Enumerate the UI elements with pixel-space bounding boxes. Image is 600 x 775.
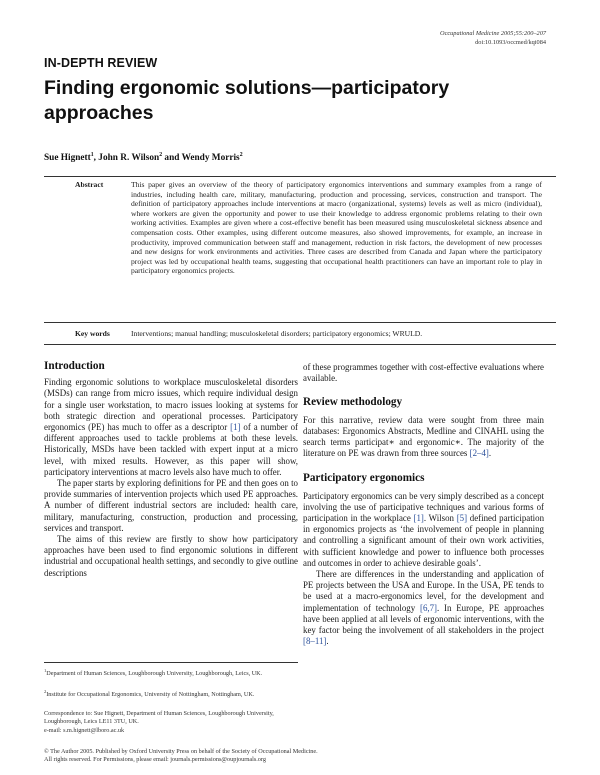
- author-3: and Wendy Morris: [162, 153, 240, 164]
- keywords-label: Key words: [75, 329, 110, 338]
- citation-link[interactable]: [8–11]: [303, 636, 327, 647]
- correspondence: Correspondence to: Sue Hignett, Department of Human Sciences, Loughborough University, Loughborough, Leics LE11 3TU, UK.: [44, 710, 274, 726]
- copyright-notice: [44, 748, 544, 764]
- journal-issue: Occupational Medicine 2005;55:200–207: [440, 30, 546, 37]
- author-line: [44, 152, 243, 163]
- pe-paragraph-2: There are differences in the understanding and application of PE projects between the USA and Europe. In the USA, PE tends to be used at a macro-ergonomics level, for the development and implementation of technology [6,7]. In Europe, PE approaches have been applied at all levels of ergonomic interventions, with the key factor being the involvement of all stakeholders in the project [8–11].: [303, 569, 544, 647]
- footnote-rule: [44, 662, 298, 663]
- footnote-affil-1: $^1$Department of Human Sciences, Loughborough University, Loughborough, Leics, UK.: [44, 668, 263, 678]
- footnote-affil-2: $^2$Institute for Occupational Ergonomics, University of Nottingham, Nottingham, UK.: [44, 689, 255, 699]
- citation-link[interactable]: [1]: [230, 422, 241, 433]
- participatory-ergonomics-heading: Participatory ergonomics: [303, 472, 425, 485]
- author-1: Sue Hignett: [44, 153, 91, 164]
- left-column: [44, 361, 298, 579]
- citation-link[interactable]: [1]: [413, 513, 424, 524]
- right-column: [303, 362, 544, 647]
- abstract-text: This paper gives an overview of the theory of participatory ergonomics interventions and summary examples from a range of industries, including health care, military, manufacturing, production and processing, services, construction and transport. The definition of participatory approaches include interventions at macro (organizational, systems) levels as well as micro (individual), where workers are given the opportunity and power to use their knowledge to address ergonomic problems relating to their own working activities. Examples are given where a cost-effective benefit has been measured using musculoskeletal sickness absence and compensation costs. Other examples, using different outcome measures, also showed improvements, for example, an increase in productivity, improved communication between staff and management, reduction in risk factors, the development of new processes and new designs for work environments and activities. Three cases are described from Canada and Japan where the participatory project was led by occupational health teams, suggesting that occupational health practitioners can have an important role to play in participatory ergonomics projects.: [131, 180, 542, 276]
- author-3-affil: 2: [239, 152, 243, 158]
- section-label: IN-DEPTH REVIEW: [44, 56, 158, 70]
- keywords-bottom-rule: [44, 344, 556, 345]
- intro-continued: of these programmes together with cost-effective evaluations where available.: [303, 362, 544, 384]
- citation-link[interactable]: [6,7]: [419, 602, 437, 613]
- abstract-top-rule: [44, 176, 556, 177]
- intro-paragraph-1: Finding ergonomic solutions to workplace musculoskeletal disorders (MSDs) can range from micro issues, which require individual design for a single user workstation, to macro issues looking at systems for both strategic direction and operational processes. Participatory ergonomics (PE) has much to offer as a descriptor [1] of a number of different approaches used to tackle problems at both these levels. Historically, MSDs have been tackled with expert input at a micro level, with mixed results. However, as this paper will show, participatory interventions at macro levels also have much to offer.: [44, 377, 298, 477]
- review-paragraph: For this narrative, review data were sought from three main databases: Ergonomics Abstracts, Medline and CINAHL using the search terms participat∗ and ergonomic∗. The majority of the literature on PE was drawn from three sources [2–4].: [303, 414, 544, 459]
- correspondence-email[interactable]: e-mail: s.m.hignett@lboro.ac.uk: [44, 727, 125, 734]
- citation-link[interactable]: [2–4]: [469, 448, 489, 459]
- citation-link[interactable]: [5]: [456, 513, 468, 524]
- intro-paragraph-3: The aims of this review are firstly to show how participatory approaches have been used to find ergonomic solutions in different industrial and occupational health settings, and secondly to give outline descriptions: [44, 534, 298, 578]
- keywords-text: Interventions; manual handling; musculoskeletal disorders; participatory ergonomics; WRULD.: [131, 329, 423, 338]
- abstract-label: Abstract: [75, 180, 104, 189]
- author-2: , John R. Wilson: [93, 153, 160, 164]
- article-title: Finding ergonomic solutions—participatory approaches: [44, 77, 450, 124]
- abstract-bottom-rule: [44, 322, 556, 323]
- author-1-affil: 1: [90, 152, 94, 158]
- pe-paragraph-1: Participatory ergonomics can be very simply described as a concept involving the use of participative techniques and various forms of participation in the workplace [1]. Wilson [5] defined participation in ergonomics projects as ‘the involvement of people in planning and controlling a significant amount of their own work activities, with sufficient knowledge and power to influence both processes and outcomes in order to achieve desirable goals’.: [303, 490, 545, 568]
- author-2-affil: 2: [159, 152, 163, 158]
- doi: doi:10.1093/occmed/kqi084: [475, 38, 546, 46]
- review-methodology-heading: Review methodology: [303, 396, 403, 409]
- copyright-line-1: © The Author 2005. Published by Oxford University Press on behalf of the Society of Occupational Medicine.: [44, 748, 318, 755]
- copyright-line-2: All rights reserved. For Permissions, please email: journals.permissions@oupjournals.org: [44, 755, 266, 763]
- intro-paragraph-2: The paper starts by exploring definitions for PE and then goes on to provide summaries of intervention projects which used PE approaches. A number of different industrial sectors are included: health care, military, manufacturing, construction, production and processing, services and transport.: [44, 478, 298, 533]
- intro-heading: Introduction: [44, 360, 105, 372]
- journal-citation: [286, 30, 546, 47]
